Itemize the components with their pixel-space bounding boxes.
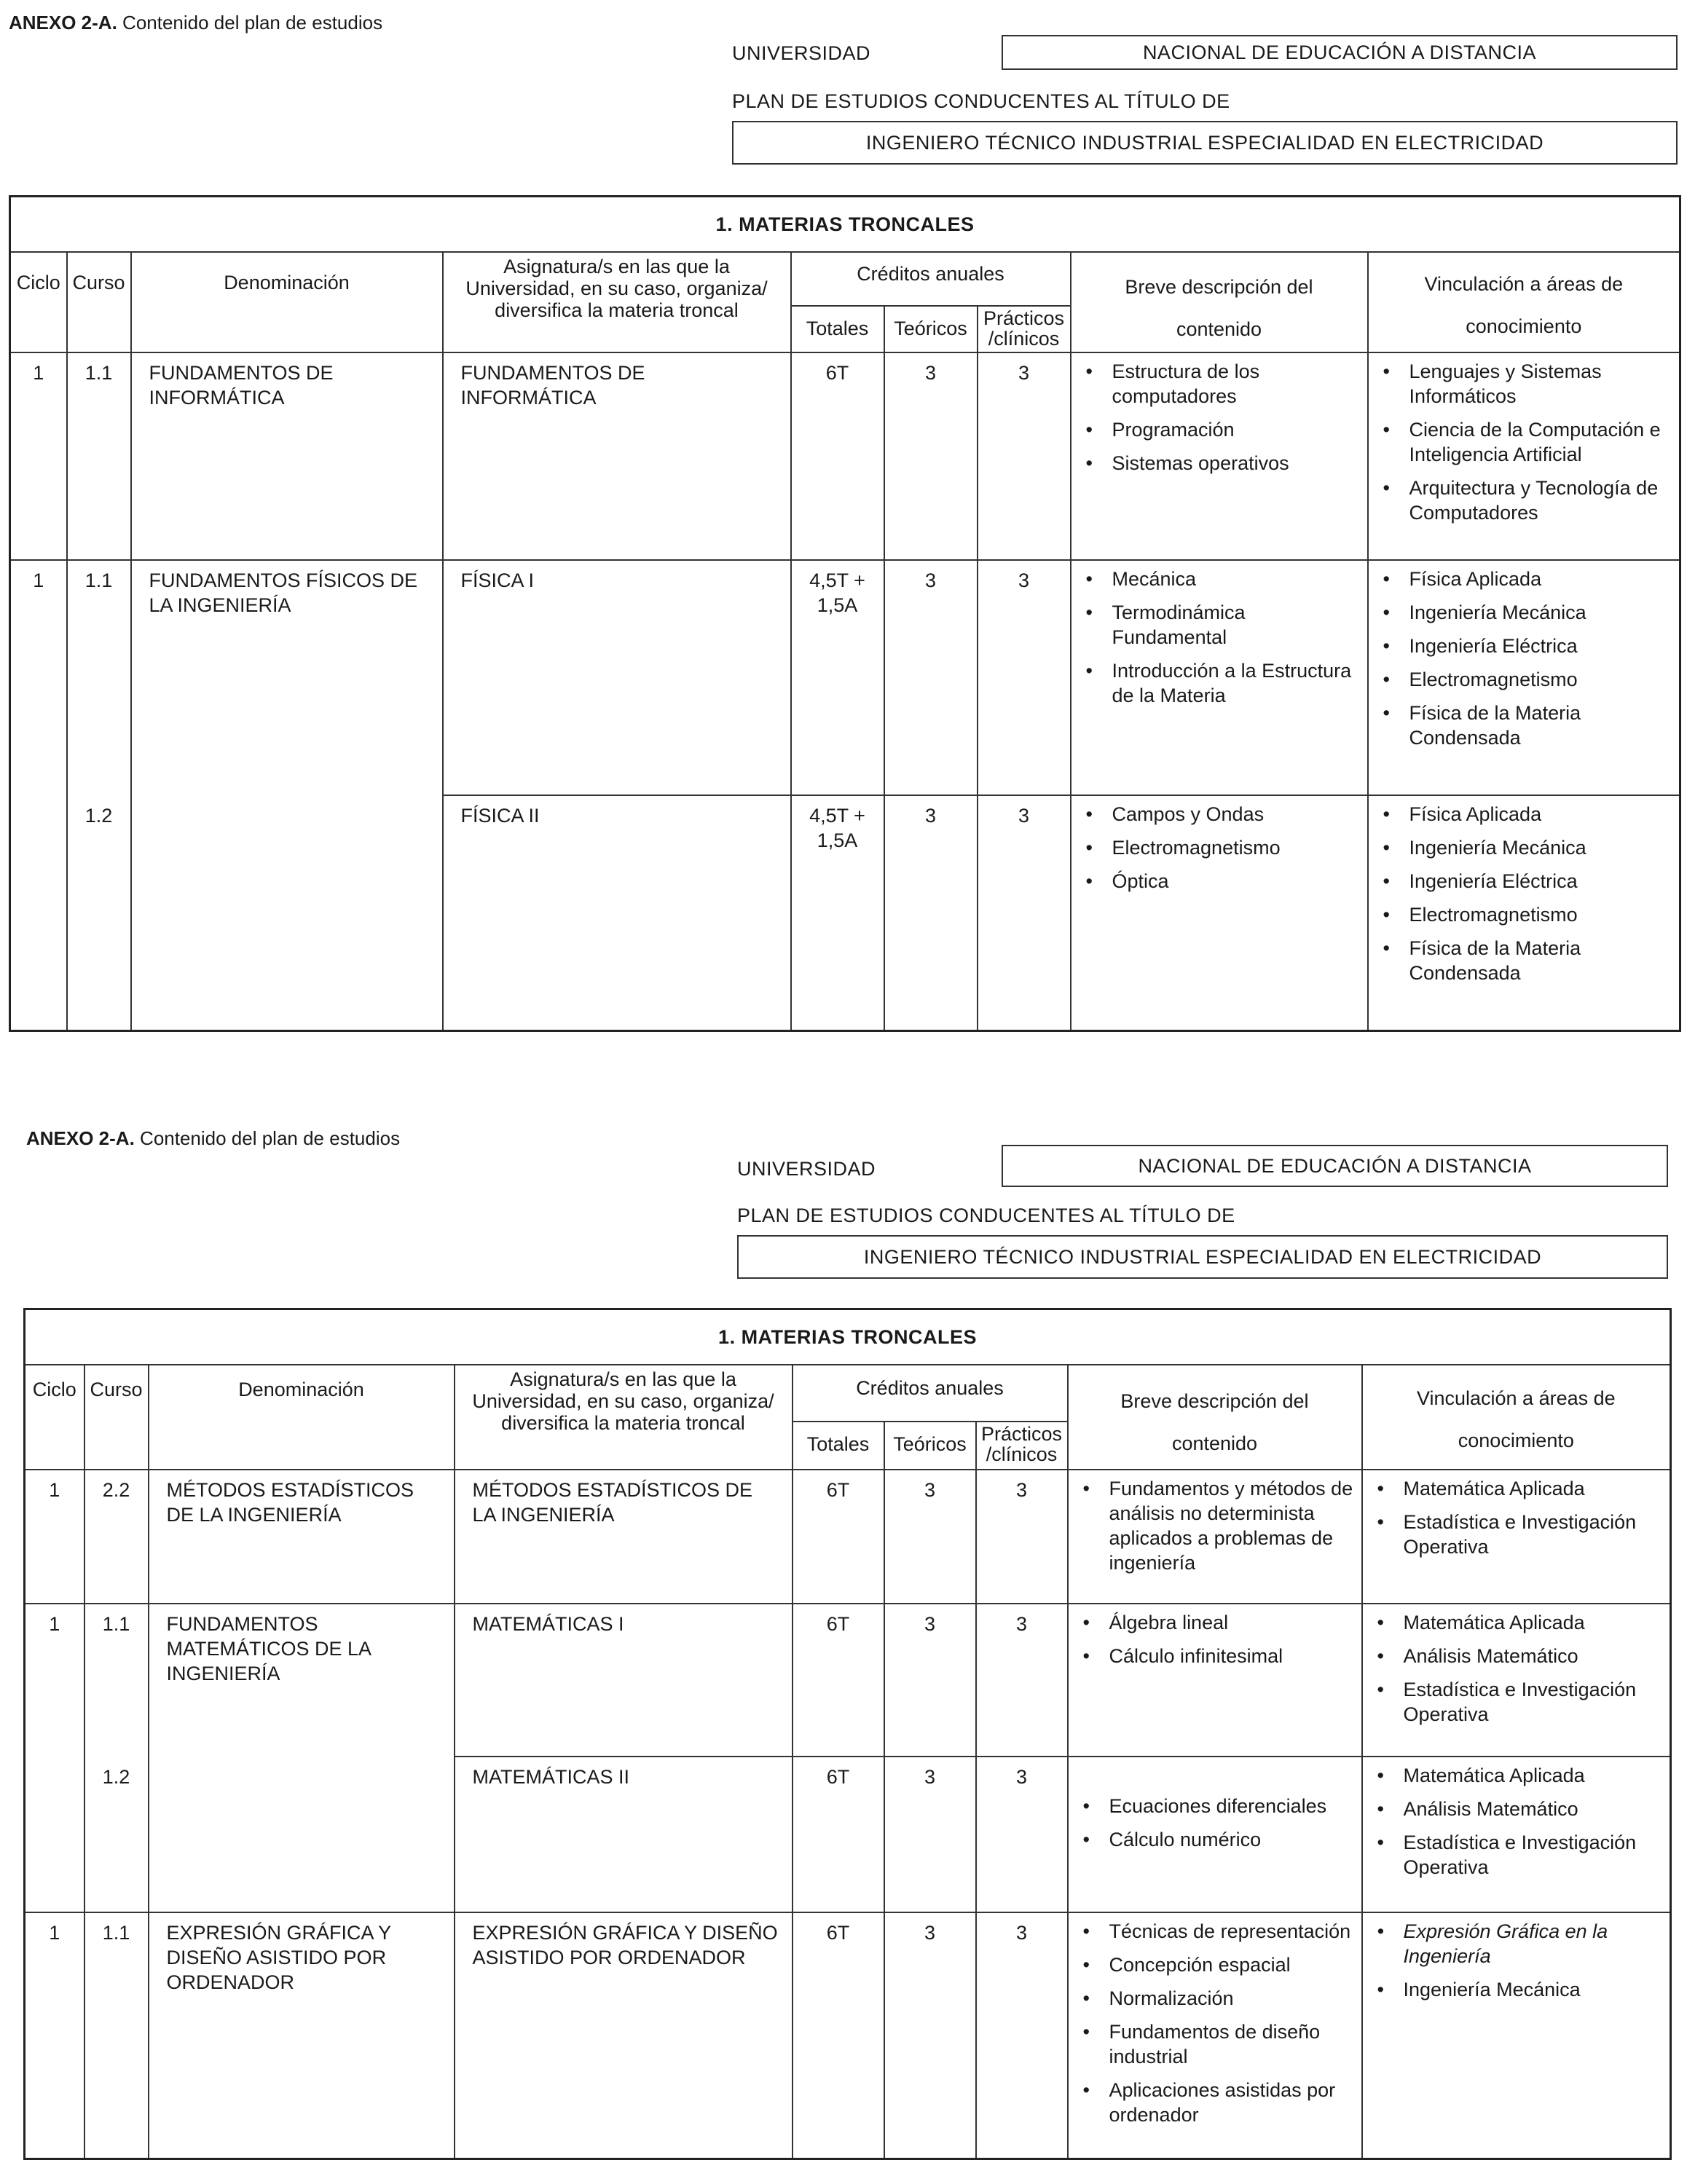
vinculacion-cell <box>1368 352 1680 560</box>
ciclo-cell <box>10 795 67 1030</box>
denominacion-cell: EXPRESIÓN GRÁFICA Y DISEÑO ASISTIDO POR ORDENADOR <box>149 1912 455 2159</box>
header-creditos: Créditos anuales <box>793 1365 1068 1422</box>
list-item: • Ingeniería Mecánica <box>1409 835 1672 860</box>
descripcion-cell <box>1071 560 1368 795</box>
practicos-cell: 3 <box>976 1912 1068 2159</box>
vinculacion-cell <box>1368 795 1680 1030</box>
curso-cell: 1.2 <box>67 795 131 1030</box>
descripcion-cell <box>1068 1604 1362 1757</box>
ciclo-cell <box>25 1757 84 1912</box>
descripcion-cell <box>1068 1912 1362 2159</box>
totales-cell: 6T <box>793 1757 884 1912</box>
titulo-value: INGENIERO TÉCNICO INDUSTRIAL ESPECIALIDAD EN ELECTRICIDAD <box>737 1235 1668 1279</box>
list-item: • Electromagnetismo <box>1409 902 1672 927</box>
header-descripcion: Breve descripción del contenido <box>1068 1365 1362 1470</box>
denominacion-cell: FUNDAMENTOS FÍSICOS DE LA INGENIERÍA <box>131 560 443 795</box>
curso-cell: 1.2 <box>84 1757 149 1912</box>
header-vinculacion: Vinculación a áreas de conocimiento <box>1368 252 1680 352</box>
list-item: • Fundamentos y métodos de análisis no determinista aplicados a problemas de ingeniería <box>1109 1476 1354 1575</box>
header-practicos: Prácticos /clínicos <box>978 306 1071 352</box>
teoricos-cell: 3 <box>884 1757 976 1912</box>
header-totales: Totales <box>791 306 884 352</box>
descripcion-cell <box>1068 1757 1362 1912</box>
list-item: • Física Aplicada <box>1409 802 1672 827</box>
plan-label: PLAN DE ESTUDIOS CONDUCENTES AL TÍTULO DE <box>732 90 1230 112</box>
denominacion-cell <box>149 1757 455 1912</box>
teoricos-cell: 3 <box>884 1470 976 1604</box>
list-item: • Ingeniería Eléctrica <box>1409 869 1672 894</box>
totales-cell: 6T <box>793 1604 884 1757</box>
denominacion-cell <box>131 795 443 1030</box>
list-item: • Normalización <box>1109 1986 1354 2011</box>
teoricos-cell: 3 <box>884 352 978 560</box>
table-row <box>25 1757 1671 1912</box>
header-descripcion: Breve descripción del contenido <box>1071 252 1368 352</box>
universidad-value: NACIONAL DE EDUCACIÓN A DISTANCIA <box>1002 35 1678 70</box>
list-item: • Análisis Matemático <box>1404 1797 1663 1821</box>
list-item: • Fundamentos de diseño industrial <box>1109 2019 1354 2069</box>
list-item: • Física de la Materia Condensada <box>1409 701 1672 750</box>
header-asignatura: Asignatura/s en las que la Universidad, en su caso, organiza/ diversifica la materia troncal <box>455 1365 793 1470</box>
universidad-value: NACIONAL DE EDUCACIÓN A DISTANCIA <box>1002 1145 1668 1187</box>
totales-cell: 6T <box>793 1912 884 2159</box>
curso-cell: 1.1 <box>67 560 131 795</box>
list-item: • Cálculo numérico <box>1109 1827 1354 1852</box>
descripcion-cell <box>1068 1470 1362 1604</box>
denominacion-cell: FUNDAMENTOS MATEMÁTICOS DE LA INGENIERÍA <box>149 1604 455 1757</box>
table-row <box>25 1912 1671 2159</box>
asignatura-cell: FÍSICA I <box>443 560 791 795</box>
list-item: • Álgebra lineal <box>1109 1610 1354 1635</box>
table-title: 1. MATERIAS TRONCALES <box>25 1309 1671 1365</box>
list-item: • Análisis Matemático <box>1404 1644 1663 1668</box>
list-item: • Matemática Aplicada <box>1404 1763 1663 1788</box>
vinculacion-cell <box>1362 1604 1671 1757</box>
list-item: • Sistemas operativos <box>1112 451 1360 476</box>
header-asignatura: Asignatura/s en las que la Universidad, en su caso, organiza/ diversifica la materia troncal <box>443 252 791 352</box>
ciclo-cell: 1 <box>25 1604 84 1757</box>
universidad-label: UNIVERSIDAD <box>732 42 871 64</box>
teoricos-cell: 3 <box>884 1604 976 1757</box>
ciclo-cell: 1 <box>25 1912 84 2159</box>
vinculacion-cell <box>1368 560 1680 795</box>
asignatura-cell: FUNDAMENTOS DE INFORMÁTICA <box>443 352 791 560</box>
list-item: • Ingeniería Eléctrica <box>1409 634 1672 658</box>
table-title: 1. MATERIAS TRONCALES <box>10 197 1680 253</box>
list-item: • Expresión Gráfica en la Ingeniería <box>1404 1919 1663 1968</box>
practicos-cell: 3 <box>978 795 1071 1030</box>
table-row <box>10 352 1680 560</box>
list-item: • Ingeniería Mecánica <box>1404 1977 1663 2002</box>
curso-cell: 2.2 <box>84 1470 149 1604</box>
header-curso: Curso <box>84 1365 149 1470</box>
header-ciclo: Ciclo <box>10 252 67 352</box>
denominacion-cell: FUNDAMENTOS DE INFORMÁTICA <box>131 352 443 560</box>
list-item: • Matemática Aplicada <box>1404 1476 1663 1501</box>
list-item: • Arquitectura y Tecnología de Computadores <box>1409 476 1672 525</box>
table-row <box>25 1470 1671 1604</box>
header-teoricos: Teóricos <box>884 306 978 352</box>
ciclo-cell: 1 <box>10 560 67 795</box>
list-item: • Estadística e Investigación Operativa <box>1404 1677 1663 1727</box>
header-practicos: Prácticos /clínicos <box>976 1422 1068 1470</box>
anexo-heading: ANEXO 2-A. Contenido del plan de estudios <box>9 12 383 33</box>
header-denominacion: Denominación <box>131 252 443 352</box>
ciclo-cell: 1 <box>25 1470 84 1604</box>
list-item: • Óptica <box>1112 869 1360 894</box>
asignatura-cell: EXPRESIÓN GRÁFICA Y DISEÑO ASISTIDO POR ORDENADOR <box>455 1912 793 2159</box>
list-item: • Cálculo infinitesimal <box>1109 1644 1354 1668</box>
list-item: • Programación <box>1112 417 1360 442</box>
totales-cell: 6T <box>791 352 884 560</box>
totales-cell: 4,5T + 1,5A <box>791 795 884 1030</box>
list-item: • Campos y Ondas <box>1112 802 1360 827</box>
descripcion-cell <box>1071 795 1368 1030</box>
header-denominacion: Denominación <box>149 1365 455 1470</box>
vinculacion-cell <box>1362 1757 1671 1912</box>
asignatura-cell: MÉTODOS ESTADÍSTICOS DE LA INGENIERÍA <box>455 1470 793 1604</box>
practicos-cell: 3 <box>976 1604 1068 1757</box>
list-item: • Estadística e Investigación Operativa <box>1404 1510 1663 1559</box>
totales-cell: 6T <box>793 1470 884 1604</box>
practicos-cell: 3 <box>978 352 1071 560</box>
anexo-heading: ANEXO 2-A. Contenido del plan de estudios <box>26 1127 401 1149</box>
list-item: • Física Aplicada <box>1409 567 1672 591</box>
list-item: • Ciencia de la Computación e Inteligencia Artificial <box>1409 417 1672 467</box>
list-item: • Ingeniería Mecánica <box>1409 600 1672 625</box>
descripcion-cell <box>1071 352 1368 560</box>
list-item: • Matemática Aplicada <box>1404 1610 1663 1635</box>
ciclo-cell: 1 <box>10 352 67 560</box>
list-item: • Introducción a la Estructura de la Materia <box>1112 658 1360 708</box>
header-vinculacion: Vinculación a áreas de conocimiento <box>1362 1365 1671 1470</box>
table-row <box>25 1604 1671 1757</box>
list-item: • Lenguajes y Sistemas Informáticos <box>1409 359 1672 409</box>
curso-cell: 1.1 <box>84 1604 149 1757</box>
asignatura-cell: MATEMÁTICAS II <box>455 1757 793 1912</box>
header-ciclo: Ciclo <box>25 1365 84 1470</box>
materias-troncales-table <box>23 1308 1672 2160</box>
teoricos-cell: 3 <box>884 560 978 795</box>
list-item: • Estadística e Investigación Operativa <box>1404 1830 1663 1880</box>
list-item: • Estructura de los computadores <box>1112 359 1360 409</box>
list-item: • Aplicaciones asistidas por ordenador <box>1109 2078 1354 2127</box>
list-item: • Ecuaciones diferenciales <box>1109 1794 1354 1818</box>
teoricos-cell: 3 <box>884 795 978 1030</box>
header-teoricos: Teóricos <box>884 1422 976 1470</box>
vinculacion-cell <box>1362 1470 1671 1604</box>
practicos-cell: 3 <box>976 1757 1068 1912</box>
header-totales: Totales <box>793 1422 884 1470</box>
totales-cell: 4,5T + 1,5A <box>791 560 884 795</box>
header-curso: Curso <box>67 252 131 352</box>
asignatura-cell: FÍSICA II <box>443 795 791 1030</box>
header-creditos: Créditos anuales <box>791 252 1071 306</box>
denominacion-cell: MÉTODOS ESTADÍSTICOS DE LA INGENIERÍA <box>149 1470 455 1604</box>
curso-cell: 1.1 <box>84 1912 149 2159</box>
practicos-cell: 3 <box>978 560 1071 795</box>
titulo-value: INGENIERO TÉCNICO INDUSTRIAL ESPECIALIDAD EN ELECTRICIDAD <box>732 121 1678 165</box>
list-item: • Electromagnetismo <box>1112 835 1360 860</box>
curso-cell: 1.1 <box>67 352 131 560</box>
teoricos-cell: 3 <box>884 1912 976 2159</box>
asignatura-cell: MATEMÁTICAS I <box>455 1604 793 1757</box>
table-row <box>10 795 1680 1030</box>
universidad-label: UNIVERSIDAD <box>737 1158 876 1180</box>
list-item: • Electromagnetismo <box>1409 667 1672 692</box>
list-item: • Termodinámica Fundamental <box>1112 600 1360 650</box>
vinculacion-cell <box>1362 1912 1671 2159</box>
table-row <box>10 560 1680 795</box>
plan-label: PLAN DE ESTUDIOS CONDUCENTES AL TÍTULO DE <box>737 1205 1235 1226</box>
list-item: • Mecánica <box>1112 567 1360 591</box>
list-item: • Técnicas de representación <box>1109 1919 1354 1944</box>
practicos-cell: 3 <box>976 1470 1068 1604</box>
list-item: • Concepción espacial <box>1109 1952 1354 1977</box>
list-item: • Física de la Materia Condensada <box>1409 936 1672 985</box>
materias-troncales-table <box>9 195 1681 1032</box>
